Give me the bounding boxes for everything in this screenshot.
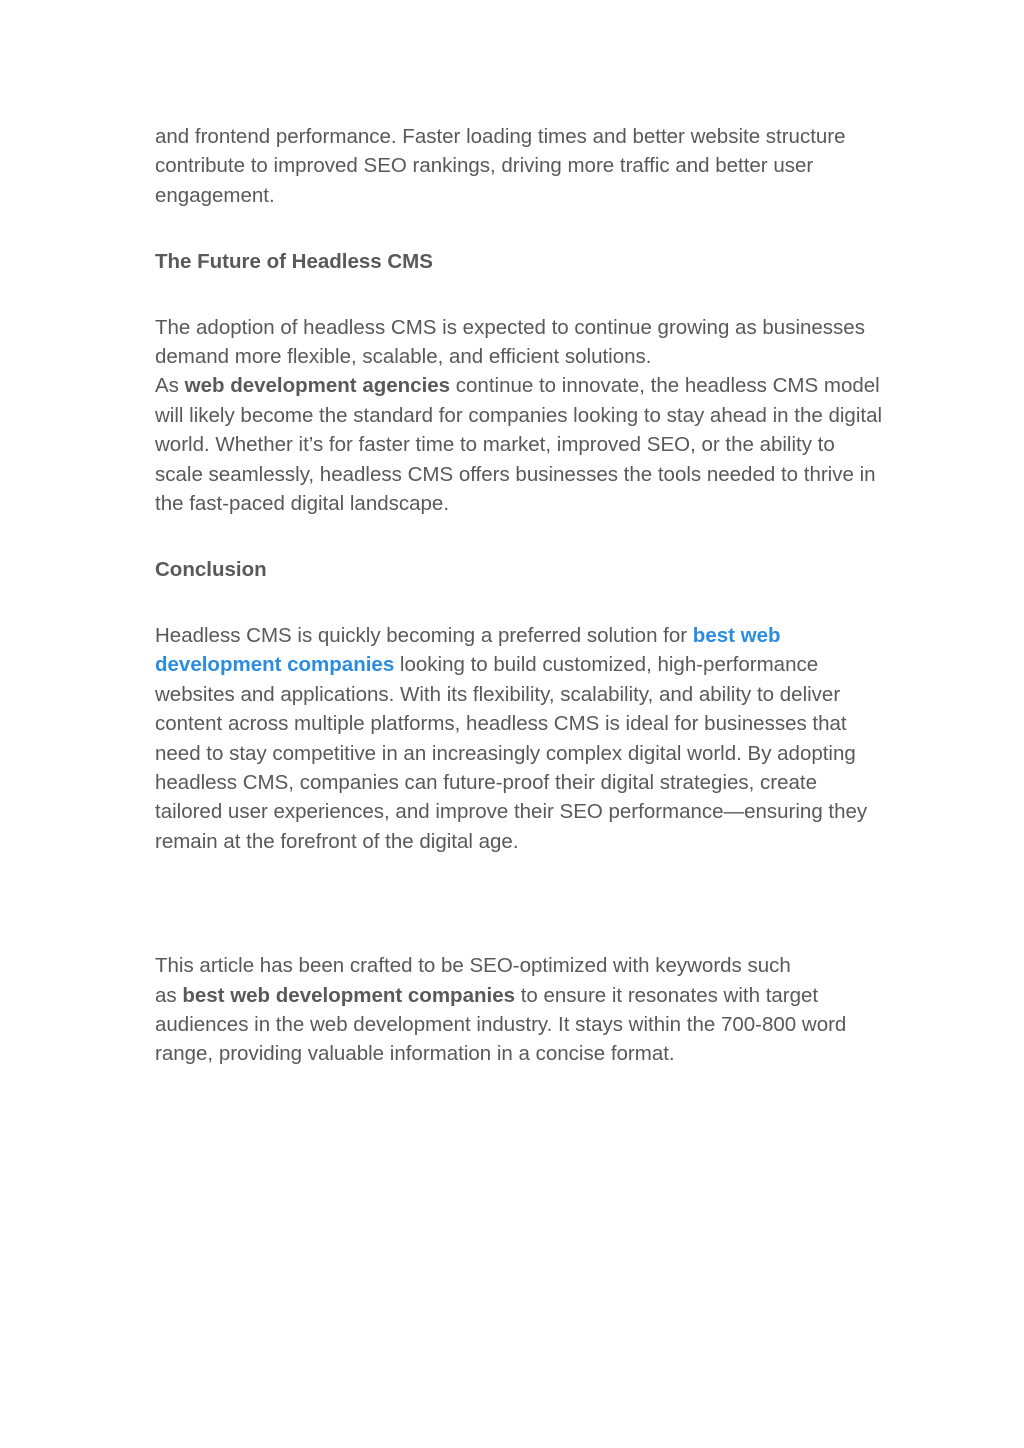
future-paragraph	[155, 313, 885, 519]
future-paragraph-rest: continue to innovate, the headless CMS model will likely become the standard for companies looking to stay ahead in the digital world. Whether it’s for faster time to market, improved SEO, or the ability to scale seamlessly, headless CMS offers businesses the tools needed to thrive in the fast-paced digital landscape.	[155, 374, 883, 516]
conclusion-heading: Conclusion	[155, 557, 267, 581]
document-page	[155, 122, 885, 1069]
web-development-agencies-bold: web development agencies	[184, 374, 451, 398]
footer-paragraph-rest: to ensure it resonates with target audiences in the web development industry. It stays within the 700-800 word range, providing valuable information in a concise format.	[155, 983, 847, 1066]
future-paragraph-as: As	[155, 374, 185, 398]
intro-paragraph: and frontend performance. Faster loading times and better website structure contribute to improved SEO rankings, driving more traffic and better user engagement.	[155, 125, 846, 207]
best-web-development-companies-link[interactable]: best web development companies	[155, 623, 781, 677]
footer-paragraph	[155, 951, 885, 1069]
footer-paragraph-as: as	[155, 983, 183, 1007]
future-paragraph-line1: The adoption of headless CMS is expected to continue growing as businesses demand more flexible, scalable, and efficient solutions.	[155, 315, 865, 369]
future-heading: The Future of Headless CMS	[155, 249, 433, 273]
conclusion-paragraph-after: looking to build customized, high-performance websites and applications. With its flexibility, scalability, and ability to deliver content across multiple platforms, headless CMS is ideal for businesses that need to stay competitive in an increasingly complex digital world. By adopting headless CMS, companies can future-proof their digital strategies, create tailored user experiences, and improve their SEO performance—ensuring they remain at the forefront of the digital age.	[155, 653, 868, 853]
conclusion-paragraph	[155, 621, 885, 856]
footer-paragraph-line1: This article has been crafted to be SEO-optimized with keywords such	[155, 954, 791, 978]
best-web-development-companies-bold: best web development companies	[182, 983, 516, 1007]
conclusion-paragraph-before: Headless CMS is quickly becoming a preferred solution for	[155, 623, 693, 647]
